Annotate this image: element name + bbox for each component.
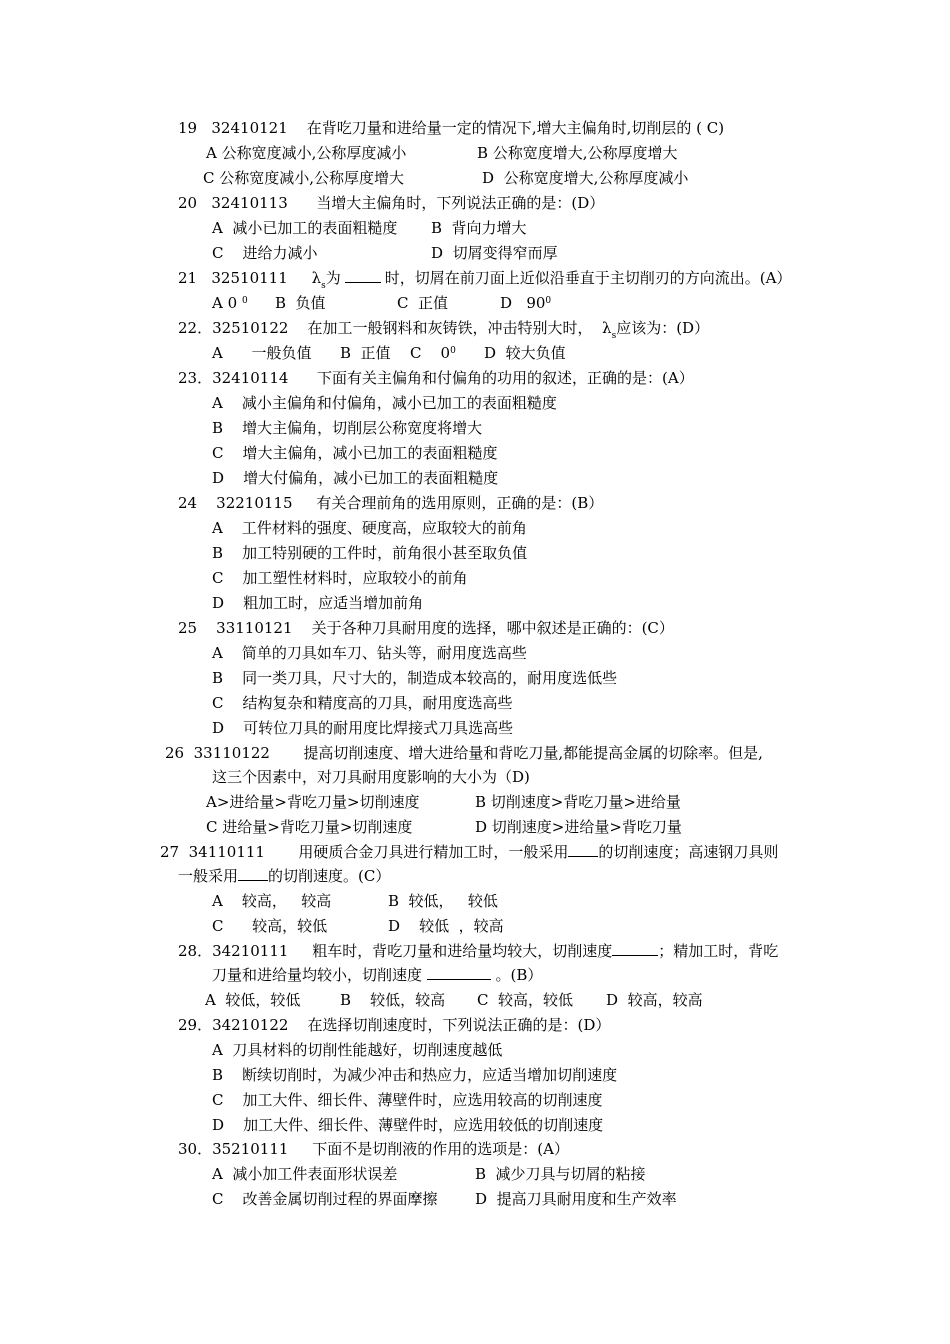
q19-option-a: A 公称宽度减小,公称厚度减小 (206, 144, 407, 162)
q21-stem (178, 268, 791, 291)
q22-option-d: D 较大负值 (484, 344, 566, 362)
q26-option-b: B 切削速度>背吃刀量>进给量 (475, 793, 681, 811)
q20-option-c: C 进给力减小 (212, 244, 318, 262)
q23-option-d: D 增大付偏角，减小已加工的表面粗糙度 (212, 469, 499, 487)
q28-stem-line2-suffix: 。(B） (490, 966, 543, 984)
q20-option-d: D 切屑变得窄而厚 (431, 244, 558, 262)
q28-stem-suffix: ；精加工时，背吃 (658, 942, 779, 960)
q27-option-c: C 较高，较低 (212, 917, 328, 935)
q26-stem-continued: 这三个因素中，对刀具耐用度影响的大小为（D) (212, 768, 530, 786)
q21-stem-prefix: 21 32510111 λ (178, 269, 322, 287)
q23-option-a: A 减小主偏角和付偏角，减小已加工的表面粗糙度 (212, 394, 557, 412)
q28-stem-line2-prefix: 刀量和进给量均较小，切削速度 (212, 966, 427, 984)
q28-option-b: B 较低，较高 (340, 991, 446, 1009)
q29-stem: 29．34210122 在选择切削速度时，下列说法正确的是：(D） (178, 1016, 611, 1034)
q25-option-c: C 结构复杂和精度高的刀具，耐用度选高些 (212, 694, 513, 712)
q20-option-a: A 减小已加工的表面粗糙度 (212, 219, 398, 237)
lambda-subscript: s (321, 281, 326, 291)
fill-blank (427, 965, 491, 980)
q30-option-a: A 减小加工件表面形状误差 (212, 1165, 398, 1183)
degree-superscript: 0 (545, 296, 552, 306)
q26-option-d: D 切削速度>进给量>背吃刀量 (475, 818, 682, 836)
q27-option-d: D 较低 ，较高 (388, 917, 504, 935)
q28-option-d: D 较高，较高 (606, 991, 703, 1009)
q24-option-d: D 粗加工时，应适当增加前角 (212, 594, 424, 612)
q21-option-d-text: D 90 (500, 294, 546, 312)
q19-option-c: C 公称宽度减小,公称厚度增大 (203, 169, 405, 187)
q30-stem: 30．35210111 下面不是切削液的作用的选项是：(A） (178, 1140, 569, 1158)
q23-stem: 23．32410114 下面有关主偏角和付偏角的功用的叙述，正确的是：(A） (178, 369, 694, 387)
q28-stem-prefix: 28．34210111 粗车时，背吃刀量和进给量均较大，切削速度 (178, 942, 613, 960)
degree-superscript: 0 (241, 296, 248, 306)
q29-option-b: B 断续切削时，为减少冲击和热应力，应适当增加切削速度 (212, 1066, 618, 1084)
q20-stem: 20 32410113 当增大主偏角时，下列说法正确的是：(D） (178, 194, 605, 212)
q19-stem: 19 32410121 在背吃刀量和进给量一定的情况下,增大主偏角时,切削层的 ( C) (178, 119, 725, 137)
q29-option-a: A 刀具材料的切削性能越好，切削速度越低 (212, 1041, 503, 1059)
q22-option-c-text: C 0 (410, 344, 451, 362)
lambda-subscript: s (611, 331, 617, 341)
q21-option-d (500, 293, 551, 316)
q22-stem-suffix: 应该为：(D） (616, 319, 710, 337)
q29-option-d: D 加工大件、细长件、薄壁件时，应选用较低的切削速度 (212, 1116, 604, 1134)
fill-blank (612, 941, 658, 956)
q30-option-c: C 改善金属切削过程的界面摩擦 (212, 1190, 438, 1208)
q19-option-b: B 公称宽度增大,公称厚度增大 (477, 144, 678, 162)
q21-stem-suffix: 时，切屑在前刀面上近似沿垂直于主切削刃的方向流出。(A） (384, 269, 792, 287)
q24-option-b: B 加工特别硬的工件时，前角很小甚至取负值 (212, 544, 528, 562)
q22-option-a: A 一般负值 (212, 344, 312, 362)
q27-stem-mid: 的切削速度；高速钢刀具则 (598, 843, 779, 861)
q28-stem (178, 941, 778, 961)
q26-option-a: A>进给量>背吃刀量>切削速度 (206, 793, 420, 811)
q25-option-a: A 简单的刀具如车刀、钻头等，耐用度选高些 (212, 644, 527, 662)
q24-option-c: C 加工塑性材料时，应取较小的前角 (212, 569, 468, 587)
q25-option-b: B 同一类刀具，尺寸大的，制造成本较高的，耐用度选低些 (212, 669, 618, 687)
q21-option-c: C 正值 (397, 294, 449, 312)
q23-option-c: C 增大主偏角，减小已加工的表面粗糙度 (212, 444, 498, 462)
q22-option-c (410, 343, 456, 366)
q28-option-c: C 较高，较低 (477, 991, 574, 1009)
q19-option-d: D 公称宽度增大,公称厚度减小 (482, 169, 689, 187)
q27-option-b: B 较低， 较低 (388, 892, 498, 910)
q27-option-a: A 较高， 较高 (212, 892, 332, 910)
q22-stem (178, 318, 709, 341)
q30-option-d: D 提高刀具耐用度和生产效率 (475, 1190, 677, 1208)
q28-option-a: A 较低，较低 (205, 991, 301, 1009)
q27-stem (160, 842, 778, 862)
q21-option-b: B 负值 (275, 294, 326, 312)
q24-stem: 24 32210115 有关合理前角的选用原则，正确的是：(B） (178, 494, 604, 512)
q27-stem-line2-suffix: 的切削速度。(C） (268, 867, 391, 885)
fill-blank (568, 842, 598, 857)
fill-blank (238, 866, 268, 881)
q21-stem-mid: 为 (325, 269, 341, 287)
q29-option-c: C 加工大件、细长件、薄壁件时，应选用较高的切削速度 (212, 1091, 603, 1109)
q27-stem-continued (178, 866, 390, 886)
q24-option-a: A 工件材料的强度、硬度高，应取较大的前角 (212, 519, 527, 537)
degree-superscript: 0 (450, 346, 456, 356)
q20-option-b: B 背向力增大 (431, 219, 527, 237)
q21-option-a-text: A 0 (212, 294, 238, 312)
fill-blank (345, 268, 381, 283)
q22-option-b: B 正值 (340, 344, 391, 362)
q21-option-a (212, 293, 248, 316)
q30-option-b: B 减少刀具与切屑的粘接 (475, 1165, 646, 1183)
q27-stem-line2-prefix: 一般采用 (178, 867, 239, 885)
q26-stem: 26 33110122 提高切削速度、增大进给量和背吃刀量,都能提高金属的切除率。但是, (165, 744, 763, 762)
q25-option-d: D 可转位刀具的耐用度比焊接式刀具选高些 (212, 719, 514, 737)
q28-stem-continued (212, 965, 542, 985)
q27-stem-prefix: 27 34110111 用硬质合金刀具进行精加工时，一般采用 (160, 843, 569, 861)
q25-stem: 25 33110121 关于各种刀具耐用度的选择，哪中叙述是正确的：(C） (178, 619, 674, 637)
q23-option-b: B 增大主偏角，切削层公称宽度将增大 (212, 419, 483, 437)
q22-stem-prefix: 22．32510122 在加工一般钢料和灰铸铁，冲击特别大时， λ (178, 319, 612, 337)
q26-option-c: C 进给量>背吃刀量>切削速度 (206, 818, 413, 836)
